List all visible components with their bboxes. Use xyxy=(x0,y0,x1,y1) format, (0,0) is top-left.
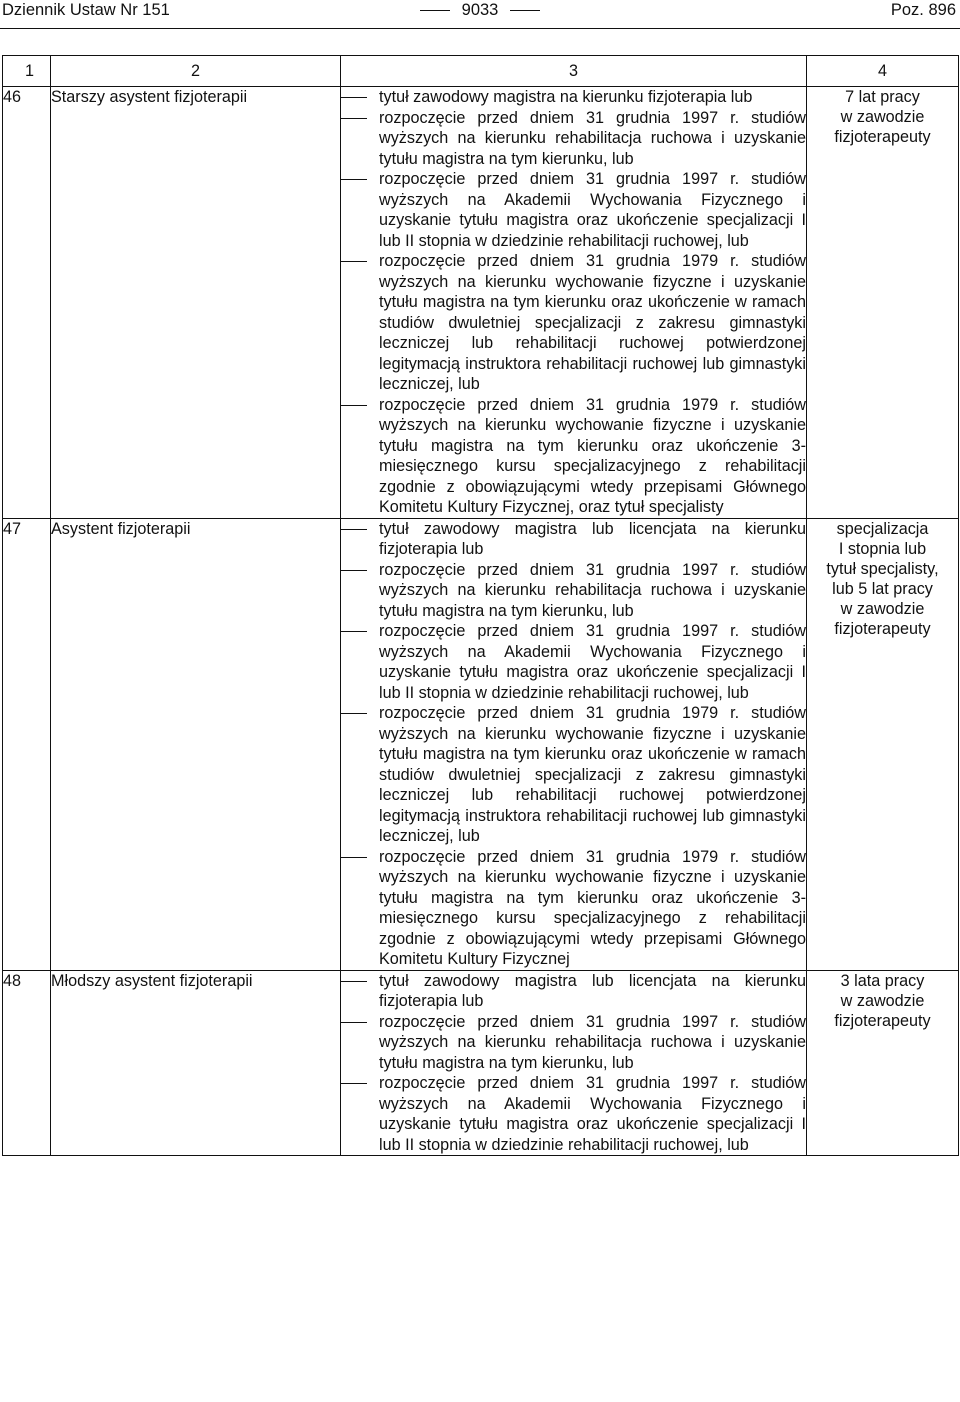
requirement-item: rozpoczęcie przed dniem 31 grudnia 1979 r. studiów wyższych na kierunku wychowanie fizyczne i uzyskanie tytułu magistra na tym kierunku oraz ukończenie 3-miesięcznego kursu specjalizacyjnego z rehabilitacji zgodnie z obowiązującymi wtedy przepisami Głównego Komitetu Kultury Fizycznej, oraz tytuł specjalisty xyxy=(341,395,806,518)
column-header-row xyxy=(3,56,959,87)
experience-line: fizjoterapeuty xyxy=(834,128,931,146)
requirement-item: rozpoczęcie przed dniem 31 grudnia 1997 r. studiów wyższych na Akademii Wychowania Fizycznego i uzyskanie tytułu magistra oraz ukończenie specjalizacji I lub II stopnia w dziedzinie rehabilitacji ruchowej, lub xyxy=(341,169,806,251)
page-number xyxy=(0,0,960,20)
experience-cell xyxy=(807,970,959,1156)
requirement-item: tytuł zawodowy magistra lub licencjata na kierunku fizjoterapia lub xyxy=(341,519,806,560)
requirement-item: tytuł zawodowy magistra lub licencjata na kierunku fizjoterapia lub xyxy=(341,971,806,1012)
experience-line: w zawodzie xyxy=(840,991,925,1010)
table-row xyxy=(3,970,959,1156)
experience-line: I stopnia lub xyxy=(838,539,927,558)
position-name: Asystent fizjoterapii xyxy=(51,518,341,970)
row-number: 47 xyxy=(3,518,51,970)
experience-line: lub 5 lat pracy xyxy=(832,579,933,598)
requirement-item: rozpoczęcie przed dniem 31 grudnia 1997 r. studiów wyższych na kierunku rehabilitacja ruchowa i uzyskanie tytułu magistra na tym kierunku, lub xyxy=(341,1012,806,1074)
requirement-item: rozpoczęcie przed dniem 31 grudnia 1979 r. studiów wyższych na kierunku wychowanie fizyczne i uzyskanie tytułu magistra na tym kierunku oraz ukończenie w ramach studiów dwuletniej specjalizacji z zakresu gimnastyki leczniczej lub rehabilitacji ruchowej potwierdzonej legitymacją instruktora rehabilitacji ruchowej lub gimnastyki leczniczej, lub xyxy=(341,703,806,847)
page-header xyxy=(0,0,960,30)
requirement-item: rozpoczęcie przed dniem 31 grudnia 1997 r. studiów wyższych na kierunku rehabilitacja ruchowa i uzyskanie tytułu magistra na tym kierunku, lub xyxy=(341,108,806,170)
page-number-text: 9033 xyxy=(461,1,499,19)
journal-title: Dziennik Ustaw Nr 151 xyxy=(2,1,170,19)
experience-cell xyxy=(807,87,959,519)
experience-line: fizjoterapeuty xyxy=(834,619,931,638)
requirement-item: rozpoczęcie przed dniem 31 grudnia 1997 r. studiów wyższych na kierunku rehabilitacja ruchowa i uzyskanie tytułu magistra na tym kierunku, lub xyxy=(341,560,806,622)
table-row xyxy=(3,518,959,970)
row-number: 46 xyxy=(3,87,51,519)
position-name: Starszy asystent fizjoterapii xyxy=(51,87,341,519)
experience-line: w zawodzie xyxy=(840,108,925,126)
table-row xyxy=(3,87,959,519)
dash-left xyxy=(420,10,450,11)
requirement-item: rozpoczęcie przed dniem 31 grudnia 1979 r. studiów wyższych na kierunku wychowanie fizyczne i uzyskanie tytułu magistra na tym kierunku oraz ukończenie 3-miesięcznego kursu specjalizacyjnego z rehabilitacji zgodnie z obowiązującymi wtedy przepisami Głównego Komitetu Kultury Fizycznej xyxy=(341,847,806,970)
experience-line: 3 lata pracy xyxy=(840,971,925,990)
requirement-item: rozpoczęcie przed dniem 31 grudnia 1997 r. studiów wyższych na Akademii Wychowania Fizycznego i uzyskanie tytułu magistra oraz ukończenie specjalizacji I lub II stopnia w dziedzinie rehabilitacji ruchowej, lub xyxy=(341,621,806,703)
position-name: Młodszy asystent fizjoterapii xyxy=(51,970,341,1156)
requirement-item: rozpoczęcie przed dniem 31 grudnia 1997 r. studiów wyższych na Akademii Wychowania Fizycznego i uzyskanie tytułu magistra oraz ukończenie specjalizacji I lub II stopnia w dziedzinie rehabilitacji ruchowej, lub xyxy=(341,1073,806,1155)
requirements-cell xyxy=(341,87,807,519)
experience-line: 7 lat pracy xyxy=(845,88,920,106)
column-header-4: 4 xyxy=(807,56,959,87)
column-header-1: 1 xyxy=(3,56,51,87)
position-number: Poz. 896 xyxy=(890,1,956,19)
requirements-cell xyxy=(341,518,807,970)
experience-cell xyxy=(807,518,959,970)
requirement-item: rozpoczęcie przed dniem 31 grudnia 1979 r. studiów wyższych na kierunku wychowanie fizyczne i uzyskanie tytułu magistra na tym kierunku oraz ukończenie w ramach studiów dwuletniej specjalizacji z zakresu gimnastyki leczniczej lub rehabilitacji ruchowej potwierdzonej legitymacją instruktora rehabilitacji ruchowej lub gimnastyki leczniczej, lub xyxy=(341,251,806,395)
requirements-cell xyxy=(341,970,807,1156)
qualification-table xyxy=(2,55,959,1156)
experience-line: specjalizacja xyxy=(836,519,929,538)
experience-line: fizjoterapeuty xyxy=(834,1011,931,1030)
dash-right xyxy=(510,10,540,11)
column-header-3: 3 xyxy=(341,56,807,87)
experience-line: w zawodzie xyxy=(840,599,925,618)
column-header-2: 2 xyxy=(51,56,341,87)
header-rule xyxy=(0,28,960,29)
row-number: 48 xyxy=(3,970,51,1156)
requirement-item: tytuł zawodowy magistra na kierunku fizjoterapia lub xyxy=(341,87,806,108)
experience-line: tytuł specjalisty, xyxy=(826,559,939,578)
